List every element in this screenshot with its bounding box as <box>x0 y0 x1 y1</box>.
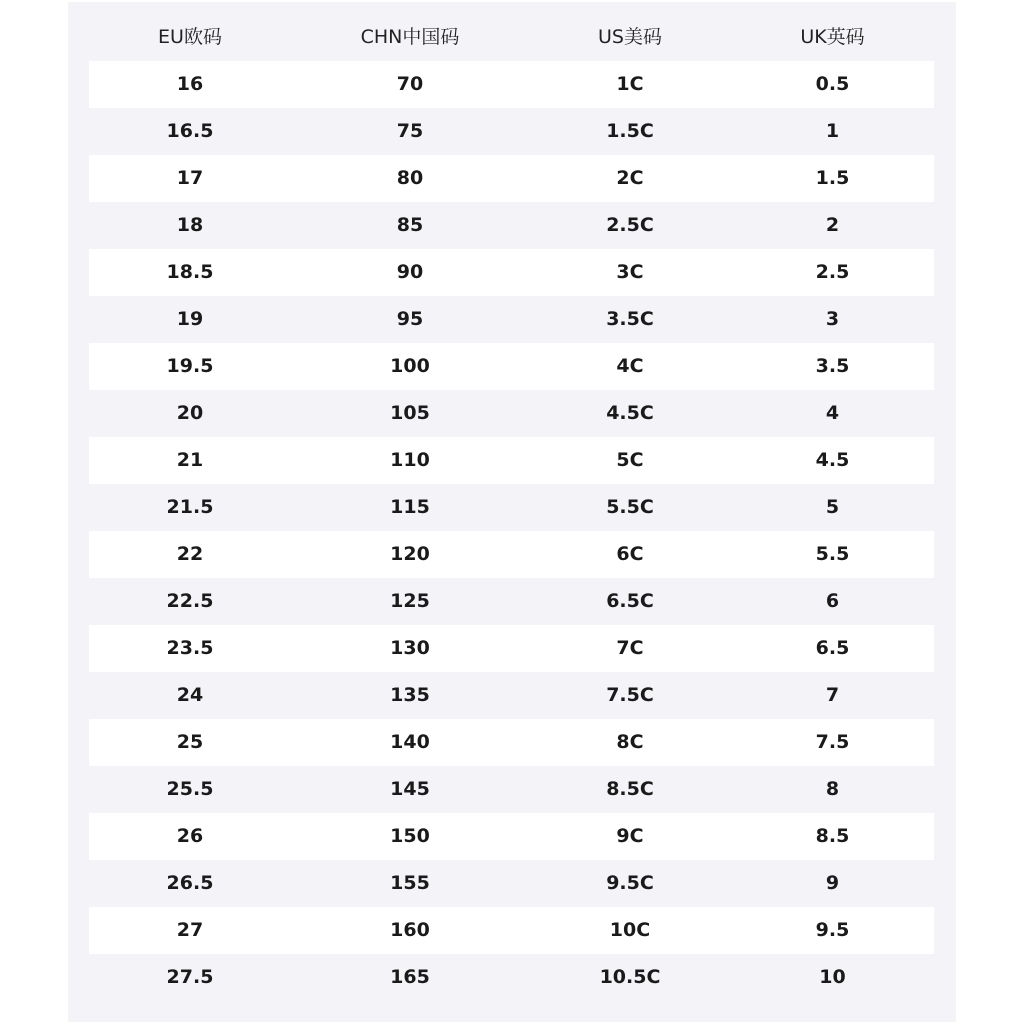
cell-uk: 0.5 <box>815 73 850 95</box>
cell-us: 8C <box>616 731 644 753</box>
cell-chn: 160 <box>390 919 430 941</box>
cell-eu: 27 <box>176 919 204 941</box>
cell-eu: 21 <box>176 449 204 471</box>
cell-eu: 19 <box>176 308 204 330</box>
cell-eu: 17 <box>176 167 204 189</box>
header-uk: UK英码 <box>800 26 865 48</box>
table-row <box>89 390 934 437</box>
cell-eu: 19.5 <box>166 355 214 377</box>
cell-chn: 145 <box>390 778 430 800</box>
table-row <box>89 484 934 531</box>
cell-chn: 80 <box>396 167 424 189</box>
cell-uk: 1.5 <box>815 167 850 189</box>
cell-uk: 5 <box>825 496 840 518</box>
table-row <box>89 531 934 578</box>
cell-us: 9C <box>616 825 644 847</box>
cell-chn: 130 <box>390 637 430 659</box>
cell-us: 5.5C <box>606 496 654 518</box>
cell-us: 6.5C <box>606 590 654 612</box>
cell-eu: 23.5 <box>166 637 214 659</box>
table-row <box>89 578 934 625</box>
cell-chn: 125 <box>390 590 430 612</box>
cell-us: 3C <box>616 261 644 283</box>
table-row <box>89 766 934 813</box>
table-row <box>89 155 934 202</box>
cell-eu: 24 <box>176 684 204 706</box>
header-eu: EU欧码 <box>158 26 222 48</box>
cell-us: 3.5C <box>606 308 654 330</box>
cell-uk: 6.5 <box>815 637 850 659</box>
cell-us: 4C <box>616 355 644 377</box>
table-row <box>89 437 934 484</box>
cell-uk: 4.5 <box>815 449 850 471</box>
cell-us: 7C <box>616 637 644 659</box>
cell-us: 10C <box>609 919 651 941</box>
cell-eu: 21.5 <box>166 496 214 518</box>
cell-eu: 26 <box>176 825 204 847</box>
cell-eu: 16 <box>176 73 204 95</box>
cell-chn: 165 <box>390 966 430 988</box>
cell-us: 2.5C <box>606 214 654 236</box>
cell-eu: 25 <box>176 731 204 753</box>
table-row <box>89 907 934 954</box>
cell-uk: 10 <box>819 966 846 988</box>
cell-uk: 5.5 <box>815 543 850 565</box>
table-row <box>89 860 934 907</box>
cell-chn: 150 <box>390 825 430 847</box>
table-body <box>89 61 934 1001</box>
table-row <box>89 813 934 860</box>
cell-eu: 25.5 <box>166 778 214 800</box>
table-header <box>89 14 934 60</box>
header-us: US美码 <box>598 26 662 48</box>
table-row <box>89 625 934 672</box>
cell-chn: 140 <box>390 731 430 753</box>
cell-us: 9.5C <box>606 872 654 894</box>
cell-eu: 27.5 <box>166 966 214 988</box>
size-chart-panel <box>68 2 956 1022</box>
cell-us: 1C <box>616 73 644 95</box>
cell-us: 10.5C <box>599 966 661 988</box>
cell-us: 7.5C <box>606 684 654 706</box>
cell-uk: 7.5 <box>815 731 850 753</box>
table-row <box>89 108 934 155</box>
cell-uk: 2.5 <box>815 261 850 283</box>
cell-us: 8.5C <box>606 778 654 800</box>
cell-eu: 22 <box>176 543 204 565</box>
cell-uk: 6 <box>825 590 840 612</box>
table-row <box>89 954 934 1001</box>
cell-uk: 9.5 <box>815 919 850 941</box>
cell-chn: 85 <box>396 214 424 236</box>
cell-chn: 100 <box>390 355 430 377</box>
header-chn: CHN中国码 <box>360 26 460 48</box>
cell-chn: 115 <box>390 496 430 518</box>
cell-us: 6C <box>616 543 644 565</box>
cell-chn: 110 <box>390 449 430 471</box>
cell-chn: 155 <box>390 872 430 894</box>
cell-chn: 120 <box>390 543 430 565</box>
cell-uk: 9 <box>825 872 840 894</box>
cell-eu: 26.5 <box>166 872 214 894</box>
cell-uk: 8.5 <box>815 825 850 847</box>
cell-us: 1.5C <box>606 120 654 142</box>
cell-eu: 18.5 <box>166 261 214 283</box>
table-row <box>89 249 934 296</box>
cell-chn: 105 <box>390 402 430 424</box>
cell-uk: 7 <box>825 684 840 706</box>
cell-chn: 70 <box>396 73 424 95</box>
cell-uk: 8 <box>825 778 840 800</box>
cell-us: 5C <box>616 449 644 471</box>
cell-chn: 75 <box>396 120 424 142</box>
cell-chn: 135 <box>390 684 430 706</box>
cell-eu: 20 <box>176 402 204 424</box>
cell-uk: 3 <box>825 308 840 330</box>
table-row <box>89 343 934 390</box>
table-row <box>89 202 934 249</box>
cell-uk: 4 <box>825 402 840 424</box>
cell-chn: 95 <box>396 308 424 330</box>
cell-uk: 1 <box>825 120 840 142</box>
cell-eu: 22.5 <box>166 590 214 612</box>
cell-eu: 18 <box>176 214 204 236</box>
cell-us: 2C <box>616 167 644 189</box>
table-row <box>89 61 934 108</box>
cell-us: 4.5C <box>606 402 654 424</box>
table-row <box>89 719 934 766</box>
table-row <box>89 672 934 719</box>
cell-eu: 16.5 <box>166 120 214 142</box>
cell-chn: 90 <box>396 261 424 283</box>
cell-uk: 3.5 <box>815 355 850 377</box>
table-row <box>89 296 934 343</box>
cell-uk: 2 <box>825 214 840 236</box>
